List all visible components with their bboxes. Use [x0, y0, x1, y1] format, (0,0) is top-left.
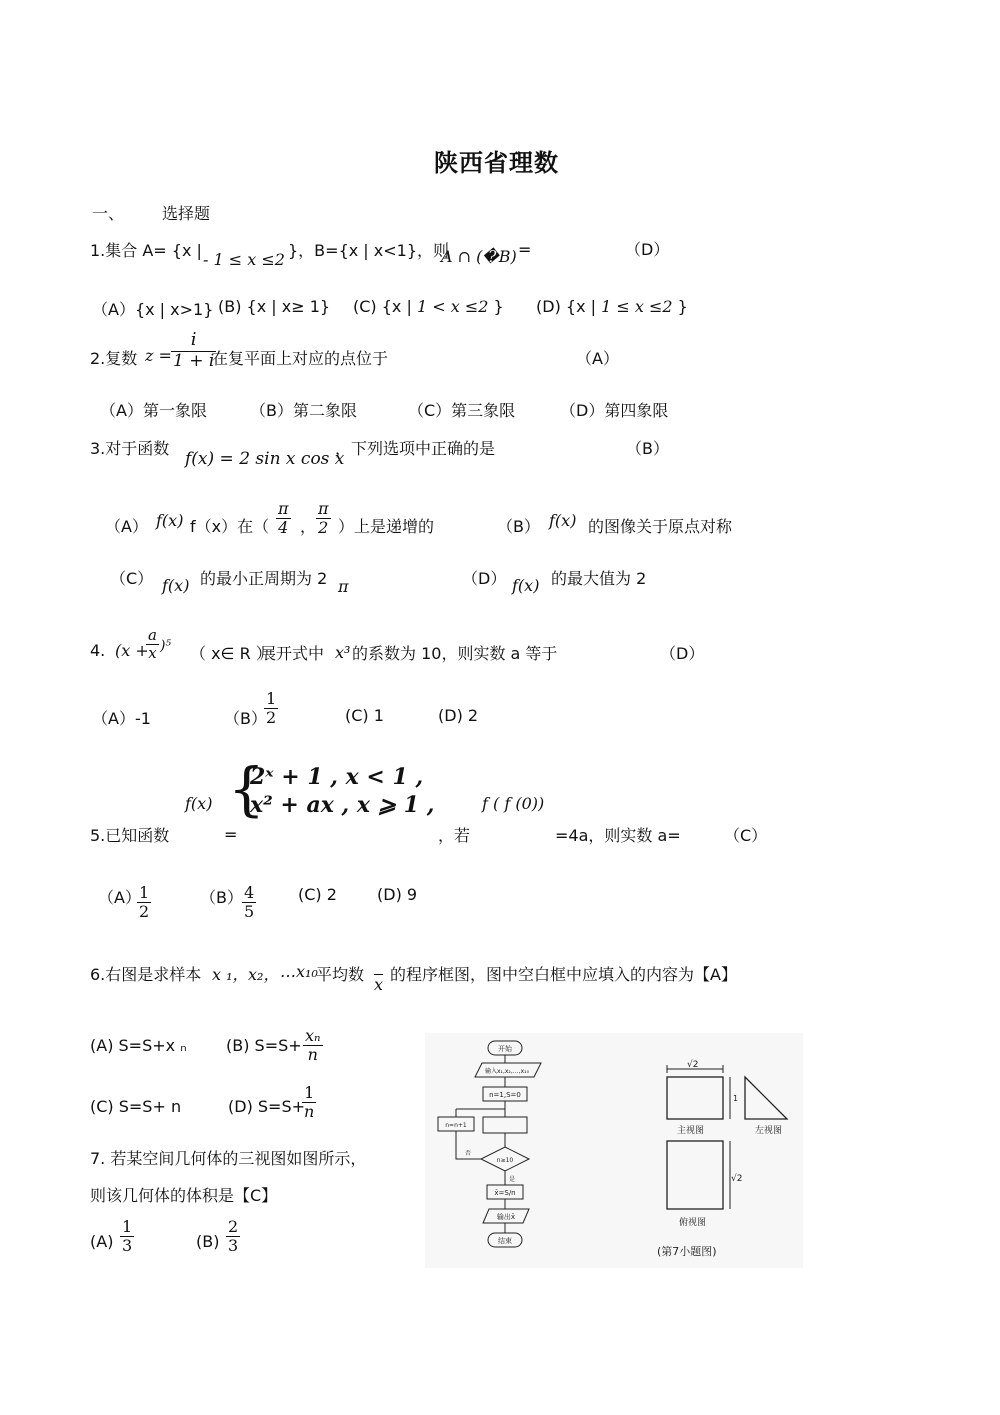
q3-option-c-pi: π	[338, 577, 349, 596]
side-view-label: 左视图	[755, 1126, 783, 1136]
q3-option-d-label: （D）	[462, 569, 507, 588]
q7-option-b-fraction	[226, 1218, 240, 1256]
q6-dots: …x₁₀	[280, 962, 318, 981]
q4-option-b-den: 2	[266, 708, 277, 728]
q2-option-a: （A）第一象限	[100, 401, 207, 420]
q6-option-d-den: n	[304, 1102, 315, 1122]
top-view-shape	[667, 1141, 723, 1209]
q4-option-d: (D) 2	[438, 706, 479, 725]
q6-mid: 平均数	[316, 965, 365, 984]
q3-option-d-fx: f(x)	[512, 576, 540, 595]
q6-option-b-num: xₙ	[305, 1026, 321, 1045]
q2-stem: 2.复数	[90, 349, 138, 368]
q6-option-b-fraction	[303, 1027, 323, 1065]
q4-option-b-label: （B）	[224, 709, 267, 728]
q7-option-a-den: 3	[122, 1236, 133, 1256]
q4-stem: 4.	[90, 641, 106, 660]
q5-brace: {	[228, 755, 265, 823]
q1-stem-a: 1.集合 A= {x |	[90, 241, 202, 260]
q5-option-a-num: 1	[139, 883, 150, 902]
fc-no-label: 否	[465, 1150, 472, 1157]
fc-end-text: 结束	[498, 1237, 512, 1245]
q4-tail: 的系数为 10，则实数 a 等于	[352, 644, 558, 663]
q1-option-a: （A）{x | x>1}	[92, 300, 214, 319]
q2-option-d: （D）第四象限	[560, 401, 669, 420]
height-one-label: 1	[733, 1094, 739, 1103]
q3-option-d-text: 的最大值为 2	[551, 569, 647, 588]
q5-fx: f(x)	[185, 794, 213, 813]
q5-ff0: f ( f (0))	[482, 794, 545, 813]
q3-fraction-2	[316, 500, 331, 538]
q5-answer: （C）	[724, 826, 768, 845]
q3-option-a-text: f（x）在（	[190, 517, 270, 536]
figure-panel	[425, 1033, 803, 1268]
fc-input-text: 输入x₁,x₂,…,x₁₀	[485, 1068, 529, 1075]
q3-option-a-label: （A）	[105, 517, 148, 536]
q3-option-b-fx: f(x)	[549, 511, 577, 530]
q1-stem-b: }，B={x | x<1}，则	[288, 241, 450, 260]
q1-set-a: - 1 ≤ x ≤2	[203, 250, 285, 269]
section-label: 选择题	[162, 204, 211, 223]
q3-option-c-fx: f(x)	[162, 576, 190, 595]
q1-option-c-close: }	[493, 297, 504, 316]
q4-fraction-den: x	[148, 644, 157, 663]
q2-answer: （A）	[576, 349, 619, 368]
q7-option-b-den: 3	[228, 1236, 239, 1256]
q3-fraction-2-num: π	[318, 499, 329, 518]
q6-stem-a: 6.右图是求样本	[90, 965, 202, 984]
q5-option-d: (D) 9	[377, 885, 418, 904]
q4-fraction	[146, 627, 159, 663]
q6-xbar: x	[374, 975, 384, 994]
q5-option-b-label: （B）	[200, 888, 243, 907]
q3-stem: 3.对于函数	[90, 439, 170, 458]
q5-option-c: (C) 2	[298, 885, 337, 904]
q4-condition: （ x∈ R ）	[190, 644, 272, 663]
q4-fraction-num: a	[148, 626, 157, 644]
q4-option-a: （A）-1	[92, 709, 151, 728]
side-view-shape	[745, 1077, 787, 1119]
q3-option-c-label: （C）	[110, 569, 154, 588]
q5-mid: ，若	[438, 826, 471, 845]
q6-option-a: (A) S=S+x ₙ	[90, 1036, 187, 1055]
q7-option-a-label: (A)	[90, 1232, 114, 1251]
q4-mid: 展开式中	[260, 644, 325, 663]
q3-option-b-label: （B）	[497, 517, 540, 536]
fc-avg-text: x̄=S/n	[494, 1189, 516, 1197]
q5-option-a-label: （A）	[98, 888, 141, 907]
q2-tail: 在复平面上对应的点位于	[212, 349, 389, 368]
q1-option-c	[353, 297, 504, 316]
q1-answer: （D）	[625, 240, 670, 259]
q5-equals: =	[224, 825, 238, 844]
q1-stem	[90, 238, 202, 261]
q6-x1: x ₁，	[212, 965, 249, 984]
q4-option-b-num: 1	[266, 689, 277, 708]
q5-option-b-den: 5	[244, 902, 255, 922]
fc-yes-label: 是	[509, 1176, 516, 1183]
q5-option-b-fraction	[242, 884, 256, 922]
q4-expr-b: )⁵	[160, 638, 172, 654]
q7-option-b-label: (B)	[196, 1232, 220, 1251]
q4-option-b-fraction	[264, 690, 278, 728]
q6-tail: 的程序框图，图中空白框中应填入的内容为【A】	[390, 965, 737, 984]
q2-z: z =	[145, 346, 172, 365]
q1-option-c-math: 1 < x ≤2	[416, 297, 489, 316]
q6-option-b-den: n	[307, 1045, 318, 1065]
sqrt2-top-label: √2	[687, 1060, 699, 1070]
q5-option-b-num: 4	[244, 883, 255, 902]
q1-expression: A ∩ (�B)	[441, 247, 517, 266]
q1-option-d-math: 1 ≤ x ≤2	[601, 297, 673, 316]
q3-fraction-1-num: π	[278, 499, 289, 518]
q6-option-b-label: (B) S=S+	[226, 1036, 302, 1055]
q7-option-a-num: 1	[122, 1217, 133, 1236]
q6-option-d-fraction	[302, 1084, 316, 1122]
figure-caption: (第7小题图)	[657, 1245, 717, 1258]
fc-cond-text: n≥10	[496, 1157, 514, 1164]
q1-option-c-label: (C) {x |	[353, 297, 412, 316]
front-view-shape	[667, 1077, 723, 1119]
q1-option-d-label: (D) {x |	[536, 297, 597, 316]
q3-option-b-text: 的图像关于原点对称	[588, 517, 733, 536]
q5-tail: =4a，则实数 a=	[555, 826, 681, 845]
q3-option-c-text: 的最小正周期为 2	[200, 569, 328, 588]
q3-comma: ，	[300, 517, 317, 536]
q2-fraction	[171, 330, 216, 371]
fc-out-text: 输出x̄	[496, 1213, 516, 1221]
q7-line-2: 则该几何体的体积是【C】	[90, 1186, 278, 1205]
q7-option-b-num: 2	[228, 1217, 239, 1236]
q5-stem: 5.已知函数	[90, 826, 170, 845]
front-view-label: 主视图	[677, 1126, 705, 1136]
q3-fraction-1-den: 4	[278, 518, 289, 538]
top-view-label: 俯视图	[679, 1218, 707, 1228]
q5-option-a-fraction	[137, 884, 151, 922]
q3-option-a-tail: ）上是递增的	[338, 517, 435, 536]
q7-line-1: 7. 若某空间几何体的三视图如图所示，	[90, 1149, 367, 1168]
q6-option-c: (C) S=S+ n	[90, 1097, 182, 1116]
q1-option-d	[536, 297, 688, 316]
sqrt2-side-label: √2	[731, 1174, 743, 1184]
q4-option-c: (C) 1	[345, 706, 384, 725]
q2-numerator: i	[190, 329, 197, 350]
figure-svg	[425, 1033, 803, 1268]
fc-init-text: n=1,S=0	[489, 1091, 521, 1099]
q1-equals: =	[518, 240, 532, 259]
q1-option-d-close: }	[677, 297, 688, 316]
q7-option-a-fraction	[120, 1218, 134, 1256]
q6-option-d-num: 1	[302, 1084, 316, 1103]
page-title: 陕西省理数	[434, 149, 559, 177]
q6-x2: x₂，	[248, 965, 280, 984]
q2-option-b: （B）第二象限	[250, 401, 357, 420]
q3-option-a-fx: f(x)	[156, 511, 184, 530]
q3-fraction-2-den: 2	[318, 518, 329, 538]
q3-answer: （B）	[626, 439, 669, 458]
q5-piecewise	[250, 764, 434, 819]
q6-option-d-label: (D) S=S+	[228, 1097, 306, 1116]
q1-option-b: (B) {x | x≥ 1}	[218, 297, 331, 316]
fc-inc-text: n=n+1	[445, 1122, 467, 1129]
q2-denominator: 1 + i	[173, 350, 215, 371]
fc-start-text: 开始	[498, 1045, 512, 1053]
q5-case-1: 2ˣ + 1 , x < 1 ,	[250, 764, 424, 790]
section-number: 一、	[92, 204, 125, 223]
q3-fraction-1	[276, 500, 291, 538]
q3-tail: ，下列选项中正确的是	[335, 439, 496, 458]
q5-case-2: x² + ax , x ⩾ 1 ,	[250, 791, 435, 818]
q3-function: f(x) = 2 sin x cos x	[185, 449, 345, 469]
q2-option-c: （C）第三象限	[408, 401, 516, 420]
q4-answer: （D）	[660, 644, 705, 663]
q4-expr-a: (x +	[115, 641, 149, 660]
q4-x3: x³	[335, 643, 351, 662]
q5-option-a-den: 2	[139, 902, 150, 922]
fc-blank-node	[483, 1117, 527, 1133]
